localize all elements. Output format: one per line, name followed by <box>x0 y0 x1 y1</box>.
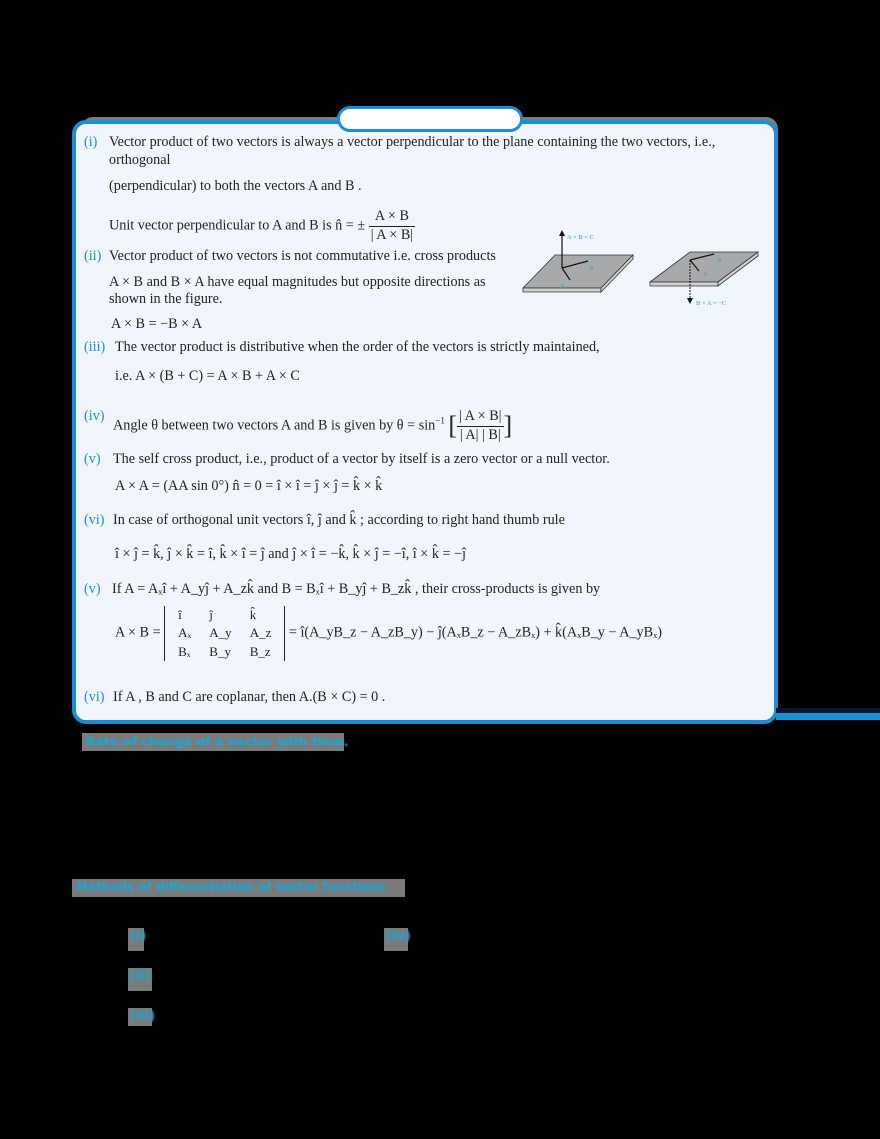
point-text: The vector product is distributive when the order of the vectors is strictly maintained, <box>115 339 600 355</box>
marker-text: (i) <box>130 929 147 944</box>
box-title-tab <box>337 106 523 132</box>
determinant <box>164 606 285 661</box>
point-number: (v) <box>84 451 101 467</box>
matrix-cell: ĵ <box>209 607 213 622</box>
equation: A × A = (AA sin 0°) n̂ = 0 = î × î = ĵ × ĵ = k̂ × k̂ <box>115 478 383 494</box>
marker-text: (iii) <box>130 1009 156 1024</box>
matrix-cell: Bₓ <box>178 643 191 659</box>
unit-vector-text: Unit vector perpendicular to A and B is n̂ = ± <box>109 217 366 234</box>
equation: A × B = −B × A <box>111 316 203 332</box>
matrix-cell: A_z <box>249 625 272 641</box>
point-number: (iv) <box>84 408 105 424</box>
section-heading-rate-of-change <box>82 733 349 751</box>
decor-strip <box>776 713 880 720</box>
point-text: orthogonal <box>109 152 171 168</box>
marker-text: (iv) <box>386 929 411 944</box>
point-text: (perpendicular) to both the vectors A and B . <box>109 178 362 194</box>
matrix-cell: B_y <box>209 643 231 659</box>
heading-text: Methods of differentiation of vector functions <box>76 880 387 894</box>
equation: i.e. A × (B + C) = A × B + A × C <box>115 368 300 384</box>
fraction-denominator: | A| | B| <box>459 426 501 443</box>
point-number: (ii) <box>84 248 102 264</box>
matrix-cell: A_y <box>209 625 232 641</box>
figure-label: B <box>717 257 722 264</box>
point-number: (iii) <box>84 339 106 355</box>
point-number: (v) <box>84 581 101 597</box>
angle-text: Angle θ between two vectors A and B is given by θ = sin <box>113 417 436 434</box>
equation-lhs: A × B = <box>115 624 161 641</box>
point-text: In case of orthogonal unit vectors î, ĵ and k̂ ; according to right hand thumb rule <box>113 512 565 528</box>
point-text <box>109 208 415 245</box>
point-vi-eq <box>115 546 466 564</box>
matrix-cell: k̂ <box>249 607 257 622</box>
point-text: If A = Aₓî + A_yĵ + A_zk̂ and B = Bₓî + B_yĵ + B_zk̂ , their cross-products is given by <box>112 581 601 597</box>
determinant-equation <box>115 606 662 661</box>
point-text: Vector product of two vectors is not commutative i.e. cross products <box>109 248 496 264</box>
fraction <box>457 408 503 445</box>
list-marker <box>384 928 411 951</box>
list-marker <box>128 1008 156 1026</box>
point-text: A × B and B × A have equal magnitudes but opposite directions as <box>109 274 486 290</box>
superscript: −1 <box>435 415 445 426</box>
point-number: (i) <box>84 134 98 150</box>
section-heading-differentiation <box>72 879 405 897</box>
figure-label: B × A = −C <box>696 300 727 307</box>
point-text: The self cross product, i.e., product of a vector by itself is a zero vector or a null vector. <box>113 451 610 467</box>
figure-label: A <box>560 283 565 290</box>
figure-label: A <box>703 271 708 278</box>
matrix-cell: B_z <box>249 643 271 659</box>
equation: î × ĵ = k̂, ĵ × k̂ = î, k̂ × î = ĵ and ĵ × î = −k̂, k̂ × ĵ = −î, î × k̂ = −ĵ <box>115 546 466 562</box>
point-text: If A , B and C are coplanar, then A.(B × C) = 0 . <box>113 689 386 705</box>
figure-label: A × B = C <box>567 234 594 241</box>
equation-rhs: = î(A_yB_z − A_zB_y) − ĵ(AₓB_z − A_zBₓ) + k̂(AₓB_y − A_yBₓ) <box>288 624 662 641</box>
point-number: (vi) <box>84 689 105 705</box>
point-ii-eq <box>111 316 202 334</box>
fraction-numerator: A × B <box>369 208 415 227</box>
figure-label: B <box>589 265 594 272</box>
point-text: Vector product of two vectors is always a vector perpendicular to the plane containing the two vectors, i.e., <box>109 134 716 150</box>
point-v-eq <box>115 478 382 496</box>
point-number: (vi) <box>84 512 105 528</box>
point-text: Angle θ between two vectors A and B is given by $\theta = \sin^{-1}$ [ $\frac{| A \times B|}{| A| | B|}$ ] <box>113 408 513 443</box>
point-iii-eq <box>115 368 300 386</box>
fraction-numerator: | A × B| <box>457 408 503 427</box>
matrix-cell: Aₓ <box>178 625 192 641</box>
list-marker <box>128 928 147 951</box>
fraction <box>369 208 415 245</box>
figure-a-cross-b <box>515 228 640 308</box>
matrix-cell: î <box>178 607 182 622</box>
marker-text: (ii) <box>130 969 151 984</box>
point-text: shown in the figure. <box>109 291 223 307</box>
figure-b-cross-a <box>645 240 770 315</box>
list-marker <box>128 968 152 991</box>
heading-text: Rate of change of a vector with time. <box>86 734 349 749</box>
fraction-denominator: | A × B| <box>370 226 414 243</box>
